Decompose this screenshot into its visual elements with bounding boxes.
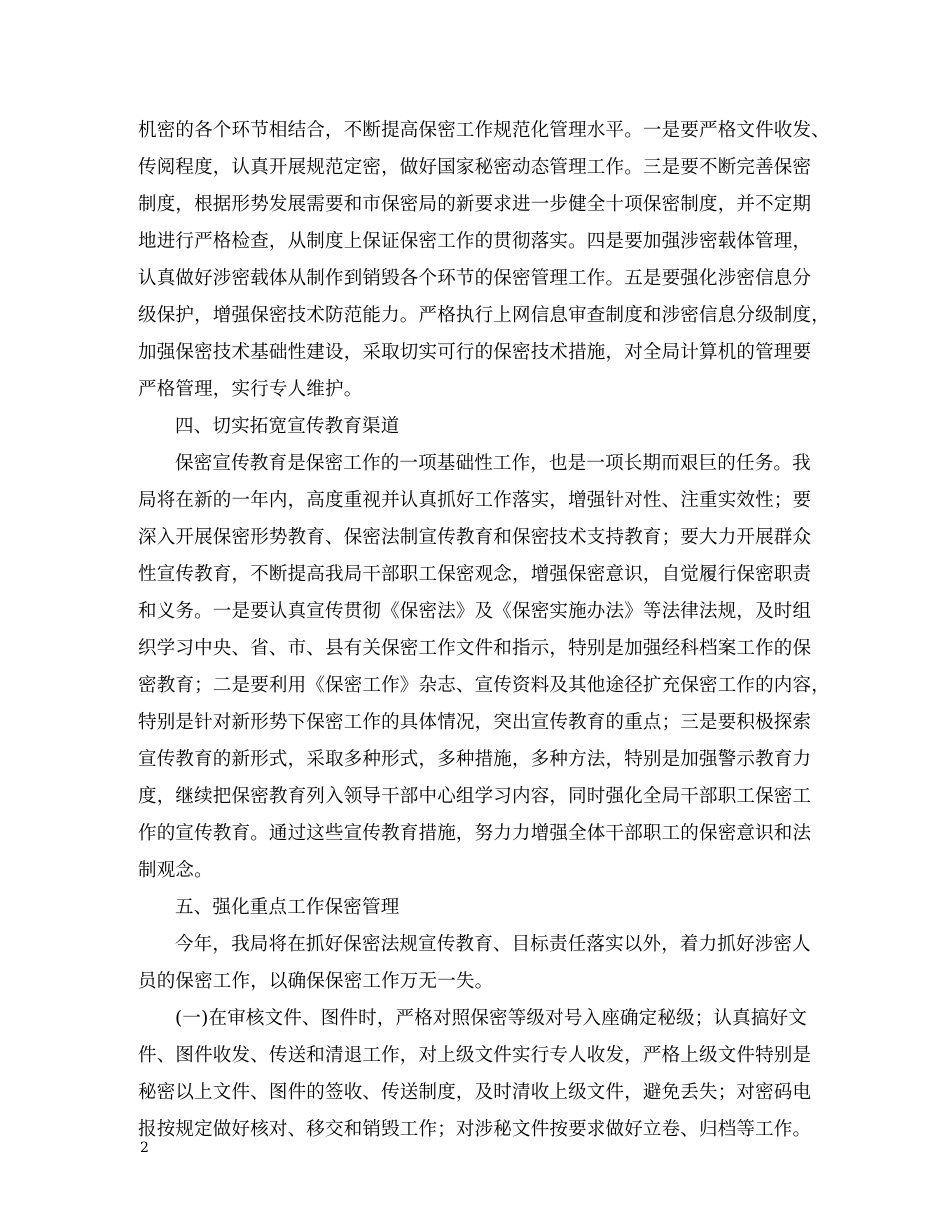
text-line: 密教育；二是要利用《保密工作》杂志、宣传资料及其他途径扩充保密工作的内容， (138, 675, 830, 696)
text-line: 加强保密技术基础性建设，采取切实可行的保密技术措施，对全局计算机的管理要 (138, 342, 812, 363)
text-line: 秘密以上文件、图件的签收、传送制度，及时清收上级文件，避免丢失；对密码电 (138, 1082, 812, 1103)
text-line: 特别是针对新形势下保密工作的具体情况，突出宣传教育的重点；三是要积极探索 (138, 712, 812, 733)
text-line: 制度，根据形势发展需要和市保密局的新要求进一步健全十项保密制度，并不定期 (138, 194, 812, 215)
text-line: 作的宣传教育。通过这些宣传教育措施，努力力增强全体干部职工的保密意识和法 (138, 823, 812, 844)
text-line: 级保护，增强保密技术防范能力。严格执行上网信息审查制度和涉密信息分级制度， (138, 305, 830, 326)
text-line: 地进行严格检查，从制度上保证保密工作的贯彻落实。四是要加强涉密载体管理， (138, 231, 812, 252)
text-line: 件、图件收发、传送和清退工作，对上级文件实行专人收发，严格上级文件特别是 (138, 1045, 812, 1066)
document-body (138, 112, 828, 1148)
text-line: 认真做好涉密载体从制作到销毁各个环节的保密管理工作。五是要强化涉密信息分 (138, 268, 812, 289)
text-line: 和义务。一是要认真宣传贯彻《保密法》及《保密实施办法》等法律法规，及时组 (138, 601, 812, 622)
section-heading: 四、切实拓宽宣传教育渠道 (175, 416, 400, 437)
page-number: 2 (140, 1140, 149, 1156)
text-line: 宣传教育的新形式，采取多种形式，多种措施，多种方法，特别是加强警示教育力 (138, 749, 812, 770)
text-line: 机密的各个环节相结合，不断提高保密工作规范化管理水平。一是要严格文件收发、 (138, 120, 830, 141)
text-line: 保密宣传教育是保密工作的一项基础性工作，也是一项长期而艰巨的任务。我 (175, 453, 811, 474)
text-line: 传阅程度，认真开展规范定密，做好国家秘密动态管理工作。三是要不断完善保密 (138, 157, 812, 178)
text-line: 度，继续把保密教育列入领导干部中心组学习内容，同时强化全局干部职工保密工 (138, 786, 812, 807)
section-heading: 五、强化重点工作保密管理 (175, 897, 400, 918)
text-line: 严格管理，实行专人维护。 (138, 379, 363, 400)
text-line: 员的保密工作，以确保保密工作万无一失。 (138, 971, 494, 992)
text-line: 深入开展保密形势教育、保密法制宣传教育和保密技术支持教育；要大力开展群众 (138, 527, 812, 548)
text-line: 今年，我局将在抓好保密法规宣传教育、目标责任落实以外，着力抓好涉密人 (175, 934, 811, 955)
text-line: 织学习中央、省、市、县有关保密工作文件和指示，特别是加强经科档案工作的保 (138, 638, 812, 659)
text-line: 制观念。 (138, 860, 213, 881)
text-line: 报按规定做好核对、移交和销毁工作；对涉秘文件按要求做好立卷、归档等工作。 (138, 1119, 812, 1140)
text-line: (一)在审核文件、图件时，严格对照保密等级对号入座确定秘级；认真搞好文 (175, 1008, 807, 1029)
text-line: 性宣传教育，不断提高我局干部职工保密观念，增强保密意识，自觉履行保密职责 (138, 564, 812, 585)
text-line: 局将在新的一年内，高度重视并认真抓好工作落实，增强针对性、注重实效性；要 (138, 490, 812, 511)
